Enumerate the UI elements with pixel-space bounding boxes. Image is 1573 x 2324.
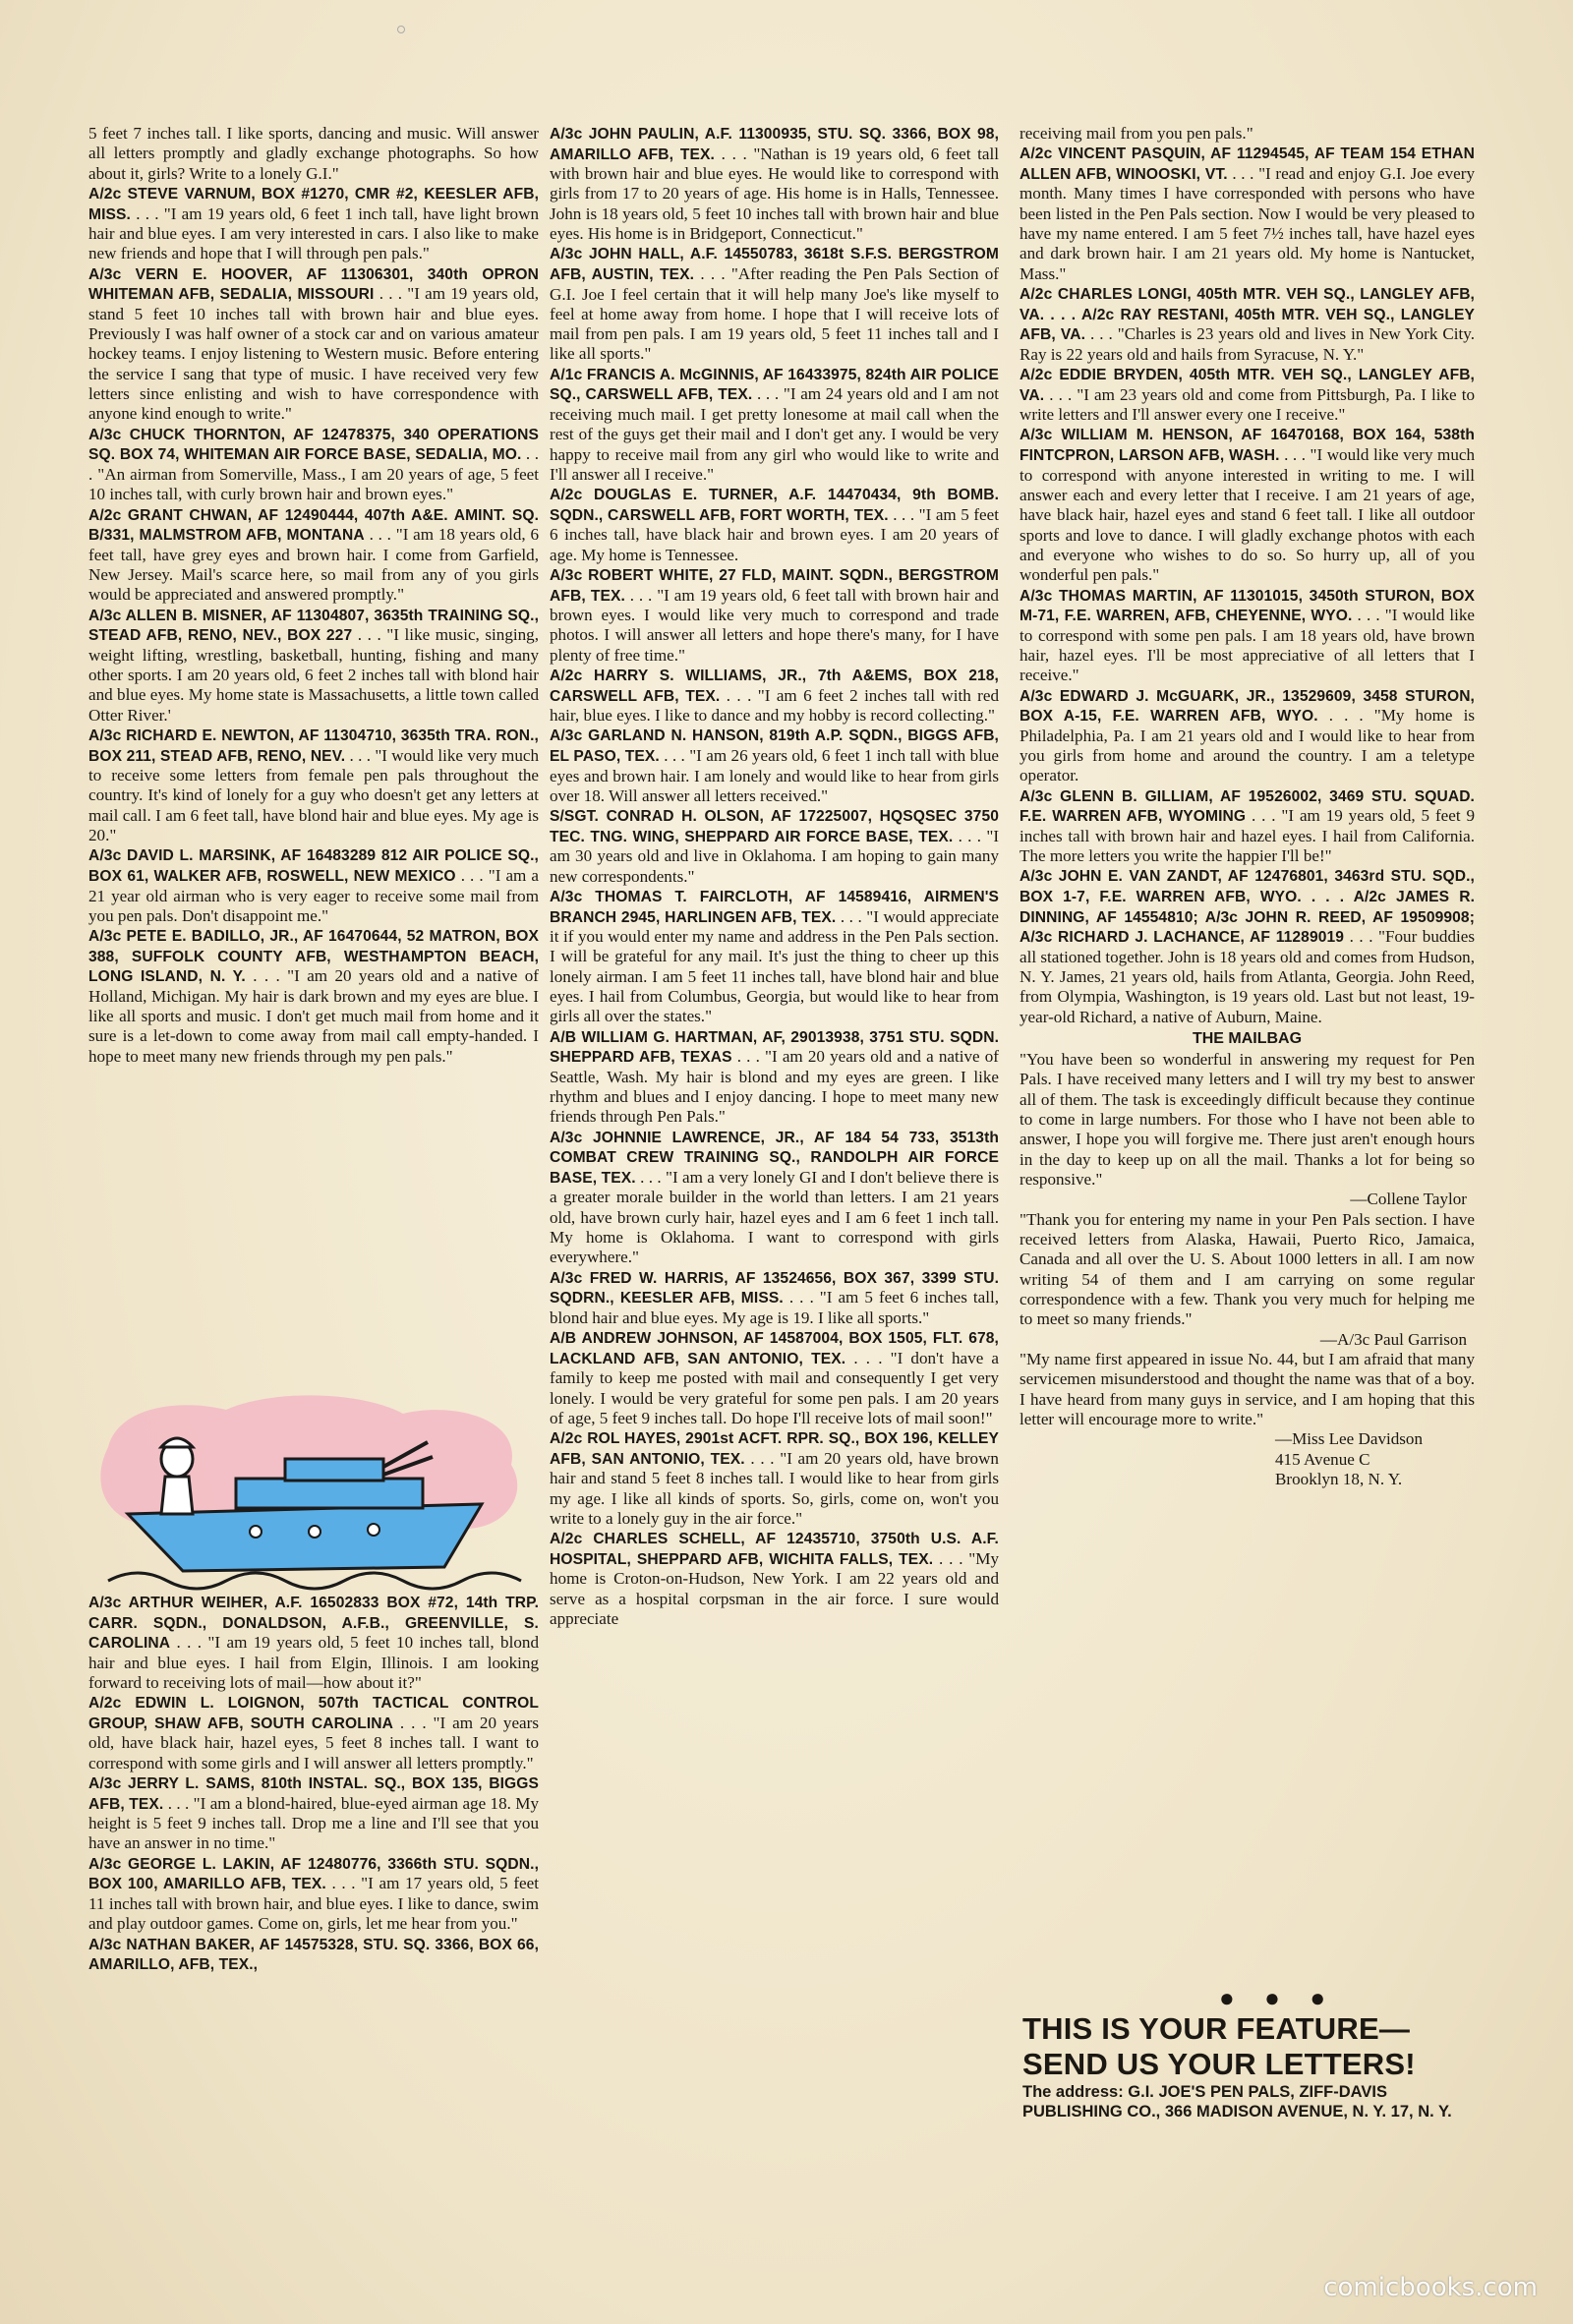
pen-pal-message: . . . "I am 5 feet 6 inches tall, blond hair and blue eyes. My age is 19. I like all sports." xyxy=(550,1288,999,1327)
pen-pal-name-address: A/3c ARTHUR WEIHER, A.F. 16502833 BOX #72, 14th TRP. CARR. SQDN., DONALDSON, A.F.B., GREENVILLE, S. CAROLINA xyxy=(88,1595,539,1653)
pen-pal-name-address: A/1c FRANCIS A. McGINNIS, AF 16433975, 824th AIR POLICE SQ., CARSWELL AFB, TEX. xyxy=(550,366,999,404)
pen-pal-entry xyxy=(550,1128,999,1268)
staple-hole xyxy=(397,26,405,33)
pen-pal-name-address: A/2c EDWIN L. LOIGNON, 507th TACTICAL CONTROL GROUP, SHAW AFB, SOUTH CAROLINA xyxy=(88,1695,539,1732)
pen-pal-entry xyxy=(550,666,999,726)
bullet-dots: ● ● ● xyxy=(1218,1984,1338,2012)
ship-cartoon-illustration xyxy=(88,1388,537,1593)
mailbag-signature: —A/3c Paul Garrison xyxy=(1319,1329,1467,1349)
pen-pal-message: . . . "I am 19 years old, 6 feet tall with brown hair and brown eyes. I would like very much to correspond and trade photos. I will answer all letters and hope there's many, for I have plenty of free time." xyxy=(550,585,999,665)
pen-pal-message: . . . "I am 17 years old, 5 feet 11 inches tall with brown hair, and blue eyes. I like to dance, swim and play outdoor games. Come on, girls, let me hear from you." xyxy=(88,1874,539,1934)
pen-pal-entry xyxy=(1020,425,1475,585)
pen-pal-entry xyxy=(1020,124,1475,144)
watermark: comicbooks.com xyxy=(1323,2273,1538,2302)
pen-pal-name-address: A/3c DAVID L. MARSINK, AF 16483289 812 AIR POLICE SQ., BOX 61, WALKER AFB, ROSWELL, NEW MEXICO xyxy=(88,847,539,885)
pen-pal-entry xyxy=(88,926,539,1067)
pen-pal-name-address: A/B ANDREW JOHNSON, AF 14587004, BOX 1505, FLT. 678, LACKLAND AFB, SAN ANTONIO, TEX. xyxy=(550,1330,999,1367)
pen-pal-name-address: A/2c DOUGLAS E. TURNER, A.F. 14470434, 9th BOMB. SQDN., CARSWELL AFB, FORT WORTH, TEX. xyxy=(550,487,999,524)
pen-pal-name-address: A/2c EDDIE BRYDEN, 405th MTR. VEH SQ., LANGLEY AFB, VA. xyxy=(1020,367,1475,404)
pen-pal-entry xyxy=(88,505,539,606)
feature-address: The address: G.I. JOE'S PEN PALS, ZIFF-DAVIS PUBLISHING CO., 366 MADISON AVENUE, N. Y. 17, N. Y. xyxy=(1022,2082,1452,2121)
pen-pal-message: . . . "I am 18 years old, 6 feet tall, have grey eyes and brown hair. I come from Garfield, New Jersey. Mail's scarce here, so mail from any of you girls would be appreciated and answered promptly." xyxy=(88,525,539,605)
mailbag-letter: "You have been so wonderful in answering my request for Pen Pals. I have received many letters and I will try my best to answer all of them. The task is exceedingly difficult because they continue to come in large numbers. For those who I have not been able to answer, I hope you will forgive me. There just aren't enough hours in the day to keep up on all the mail. Thanks a lot for being so responsive." xyxy=(1020,1049,1475,1189)
pen-pal-entry xyxy=(550,1268,999,1328)
pen-pal-message: . . . "An airman from Somerville, Mass., I am 20 years of age, 5 feet 10 inches tall, with curly brown hair and brown eyes." xyxy=(88,444,539,504)
pen-pal-message: . . . "I am 23 years old and come from Pittsburgh, Pa. I like to write letters and I'll answer every one I receive." xyxy=(1020,384,1475,425)
pen-pal-message: . . . "I am 20 years old and a native of Seattle, Wash. My hair is blond and my eyes are green. I like rhythm and blues and I enjoy dancing. I hope to meet many new friends through Pen Pals." xyxy=(550,1047,999,1127)
pen-pal-name-address: A/2c CHARLES LONGI, 405th MTR. VEH SQ., LANGLEY AFB, VA. . . . A/2c RAY RESTANI, 405th MTR. VEH SQ., LANGLEY AFB, VA. xyxy=(1020,286,1475,344)
pen-pal-name-address: A/3c ALLEN B. MISNER, AF 11304807, 3635th TRAINING SQ., STEAD AFB, RENO, NEV., BOX 227 xyxy=(88,607,539,645)
pen-pal-entry xyxy=(1020,144,1475,284)
pen-pal-message: . . . "My home is Philadelphia, Pa. I am 21 years old and I would like to hear from you girls from home and around the country. I am a teletype operator. xyxy=(1020,706,1475,785)
pen-pal-name-address: A/3c RICHARD E. NEWTON, AF 11304710, 3635th TRA. RON., BOX 211, STEAD AFB, RENO, NEV. xyxy=(88,727,539,765)
mailbag-letter: "My name first appeared in issue No. 44, but I am afraid that many servicemen misunderstood and thought the name was that of a boy. I have heard from many guys in service, and I am hoping that this letter will encourage more to write." xyxy=(1020,1349,1475,1428)
mailbag-title: THE MAILBAG xyxy=(1192,1029,1303,1047)
pen-pal-message: . . . "I would like to correspond with some pen pals. I am 18 years old, have brown hair, hazel eyes. I'll be most appreciative of all letters that I receive." xyxy=(1020,606,1475,685)
pen-pal-name-address: A/B WILLIAM G. HARTMAN, AF, 29013938, 3751 STU. SQDN. SHEPPARD AFB, TEXAS xyxy=(550,1028,999,1067)
mailbag-signature: —Collene Taylor xyxy=(1350,1190,1467,1209)
pen-pal-entry xyxy=(88,1593,539,1693)
pen-pal-name-address: A/3c GEORGE L. LAKIN, AF 12480776, 3366th STU. SQDN., BOX 100, AMARILLO AFB, TEX. xyxy=(88,1855,539,1893)
pen-pal-name-address: A/3c FRED W. HARRIS, AF 13524656, BOX 367, 3399 STU. SQDRN., KEESLER AFB, MISS. xyxy=(550,1269,999,1307)
pen-pal-name-address: A/2c VINCENT PASQUIN, AF 11294545, AF TEAM 154 ETHAN ALLEN AFB, WINOOSKI, VT. xyxy=(1020,145,1475,183)
pen-pal-name-address: A/3c PETE E. BADILLO, JR., AF 16470644, 52 MATRON, BOX 388, SUFFOLK COUNTY AFB, WESTHAMPTON BEACH, LONG ISLAND, N. Y. xyxy=(88,928,539,986)
pen-pal-name-address: A/2c ROL HAYES, 2901st ACFT. RPR. SQ., BOX 196, KELLEY AFB, SAN ANTONIO, TEX. xyxy=(550,1430,999,1468)
pen-pal-entry xyxy=(550,124,999,244)
pen-pal-entry xyxy=(88,1935,539,1975)
pen-pal-message: . . . "I like music, singing, weight lifting, wrestling, basketball, hunting, fishing and many other sports. I am 20 years old, 6 feet 2 inches tall with blond hair and blue eyes. My home state is Massachusetts, a little town called Otter River.' xyxy=(88,625,539,725)
pen-pal-message: . . . "I am 19 years old, 5 feet 10 inches tall, blond hair and blue eyes. I hail from Elgin, Illinois. I am looking forward to receiving lots of mail—how about it?" xyxy=(88,1633,539,1692)
pen-pal-entry xyxy=(550,1428,999,1529)
mailbag-signature: —Miss Lee Davidson xyxy=(1275,1429,1424,1449)
pen-pal-name-address: A/3c THOMAS MARTIN, AF 11301015, 3450th STURON, BOX M-71, F.E. WARREN, AFB, CHEYENNE, WYO. xyxy=(1020,587,1475,625)
feature-callout xyxy=(1022,1986,1475,2122)
pen-pal-name-address: A/3c JOHN E. VAN ZANDT, AF 12476801, 3463rd STU. SQD., BOX 1-7, F.E. WARREN AFB, WYO. . . . A/2c JAMES R. DINNING, AF 14554810; A/3c JOHN R. REED, AF 19509908; A/3c RICHARD J. LACHANCE, AF 11289019 xyxy=(1020,868,1475,947)
pen-pal-message: . . . "I am 24 years old and I am not receiving much mail. I get pretty lonesome at mail call when the rest of the guys get their mail and I don't get any. I would be very happy to receive mail from any girl who would like to write and I'll answer all I receive." xyxy=(550,384,999,484)
pen-pal-entry xyxy=(550,485,999,565)
pen-pal-message: receiving mail from you pen pals." xyxy=(1020,124,1253,143)
pen-pal-message: . . . "I am a very lonely GI and I don't believe there is a greater morale builder in the world than letters. I am 21 years old, have brown curly hair, hazel eyes and I am 6 feet 1 inch tall. My home is Oklahoma. I want to correspond with girls everywhere." xyxy=(550,1167,999,1267)
pen-pal-message: . . . "Nathan is 19 years old, 6 feet tall with brown hair and blue eyes. He would like to correspond with girls from 17 to 20 years of age. His home is in Halls, Tennessee. John is 18 years old, 5 feet 10 inches tall with brown hair and blue eyes. His home is in Bridgeport, Connecticut." xyxy=(550,144,999,244)
pen-pal-name-address: A/3c JOHN PAULIN, A.F. 11300935, STU. SQ. 3366, BOX 98, AMARILLO AFB, TEX. xyxy=(550,126,999,163)
pen-pal-entry xyxy=(550,565,999,666)
pen-pal-entry xyxy=(88,845,539,926)
mailbag-signature: 415 Avenue C xyxy=(1275,1449,1370,1469)
pen-pal-name-address: A/3c VERN E. HOOVER, AF 11306301, 340th OPRON WHITEMAN AFB, SEDALIA, MISSOURI xyxy=(88,265,539,304)
pen-pal-entry xyxy=(88,124,539,184)
column-2 xyxy=(550,124,999,2188)
pen-pal-message: . . . "I would appreciate it if you would enter my name and address in the Pen Pals section. I will be grateful for any mail. It's just the thing to cheer up this lonely airman. I am 5 feet 11 inches tall, have blond hair and blue eyes. I hail from Columbus, Georgia, but would like to hear from girls all over the states." xyxy=(550,906,999,1026)
column-1-continued xyxy=(88,1593,539,2173)
pen-pal-message: . . . "I am a 21 year old airman who is very eager to receive some mail from you pen pals. Don't disappoint me." xyxy=(88,865,539,925)
pen-pal-name-address: A/3c ROBERT WHITE, 27 FLD, MAINT. SQDN., BERGSTROM AFB, TEX. xyxy=(550,566,999,605)
pen-pal-entry xyxy=(88,726,539,845)
pen-pal-message: . . . "I am 20 years old and a native of Holland, Michigan. My hair is dark brown and my eyes are blue. I like all sports and music. I don't get much mail from home and it sure is a let-down to come away from mail call empty-handed. I hope to meet many new friends through my pen pals." xyxy=(88,966,539,1066)
pen-pal-name-address: A/3c THOMAS T. FAIRCLOTH, AF 14589416, AIRMEN'S BRANCH 2945, HARLINGEN AFB, TEX. xyxy=(550,888,999,926)
pen-pal-message: . . . "My home is Croton-on-Hudson, New York. I am 22 years old and serve as a hospital corpsman in the air force. I sure would appreciate xyxy=(550,1548,999,1629)
pen-pal-message: . . . "I am 5 feet 6 inches tall, have black hair and brown eyes. I am 20 years of age. My home is Tennessee. xyxy=(550,504,999,564)
pen-pal-entry xyxy=(1020,786,1475,867)
pen-pal-message: . . . "I would like very much to receive some letters from female pen pals throughout the country. It's kind of lonely for a guy who doesn't get any letters at mail call. I am 6 feet tall, have blond hair and blue eyes. My age is 20." xyxy=(88,745,539,845)
pen-pal-entry xyxy=(88,425,539,505)
pen-pal-message: . . . "I am 26 years old, 6 feet 1 inch tall with blue eyes and brown hair. I am lonely and would like to hear from girls over 18. Will answer all letters received." xyxy=(550,746,999,805)
pen-pal-entry xyxy=(88,1854,539,1935)
pen-pal-entry xyxy=(1020,586,1475,686)
pen-pal-message: 5 feet 7 inches tall. I like sports, dancing and music. Will answer all letters promptly and gladly exchange photographs. So how about it, girls? Write to a lonely G.I." xyxy=(88,124,539,183)
feature-headline-2: SEND US YOUR LETTERS! xyxy=(1022,2046,1416,2081)
pen-pal-name-address: A/3c WILLIAM M. HENSON, AF 16470168, BOX 164, 538th FINTCPRON, LARSON AFB, WASH. xyxy=(1020,427,1475,464)
pen-pal-message: . . . "I am a blond-haired, blue-eyed airman age 18. My height is 5 feet 9 inches tall. Drop me a line and I'll see that you have an answer in no time." xyxy=(88,1793,539,1853)
pen-pal-message: . . . "I am 19 years old, 6 feet 1 inch tall, have light brown hair and blue eyes. I am very interested in cars. I also like to make new friends and hope that I will through pen pals." xyxy=(88,203,539,263)
pen-pal-message: . . . "I am 19 years old, stand 5 feet 10 inches tall with brown hair and blue eyes. Previously I was half owner of a stock car and on various amateur hockey teams. I enjoy listening to Western music. Before entering the service I sang that type of music. I have received very few letters since enlisting and wish to have correspondence with anyone kind enough to write." xyxy=(88,284,539,424)
feature-headline-1: THIS IS YOUR FEATURE— xyxy=(1022,2011,1411,2046)
pen-pal-name-address: A/2c GRANT CHWAN, AF 12490444, 407th A&E. AMINT. SQ. B/331, MALMSTROM AFB, MONTANA xyxy=(88,506,539,545)
pen-pal-message: . . . "I am 20 years old, have black hair, hazel eyes, 5 feet 8 inches tall. I want to correspond with some girls and I will answer all letters promptly." xyxy=(88,1713,539,1772)
pen-pal-message: . . . "I am 19 years old, 5 feet 9 inches tall with brown hair and hazel eyes. I hail from California. The more letters you write the happier I'll be!" xyxy=(1020,806,1475,866)
pen-pal-message: . . . "I am 30 years old and live in Oklahoma. I am hoping to gain many new correspondents." xyxy=(550,826,999,886)
pen-pal-name-address: S/SGT. CONRAD H. OLSON, AF 17225007, HQSQSEC 3750 TEC. TNG. WING, SHEPPARD AIR FORCE BASE, TEX. xyxy=(550,808,999,845)
pen-pal-message: . . . "I read and enjoy G.I. Joe every month. Many times I have corresponded with persons who have been listed in the Pen Pals section. Now I would be very pleased to have my name entered. I am 5 feet 7½ inches tall, have hazel eyes and dark brown hair. I am 21 years old. My home is Nantucket, Mass." xyxy=(1020,163,1475,283)
column-1 xyxy=(88,124,539,1136)
pen-pal-entry xyxy=(88,184,539,264)
pen-pal-entry xyxy=(550,244,999,364)
pen-pal-entry xyxy=(88,1773,539,1854)
pen-pal-message: . . . "I would like very much to correspond with anyone interested in writing to me. I will answer each and every letter that I receive. I am 21 years of age, have black hair, hazel eyes and stand 6 feet tall. I like all outdoor sports and love to dance. I will gladly exchange photos with each and everyone who wishes to do so. So hurry up, all of you wonderful pen pals." xyxy=(1020,445,1475,585)
mailbag-letter: "Thank you for entering my name in your Pen Pals section. I have received letters from Alaska, Hawaii, Puerto Rico, Jamaica, Canada and all over the U. S. About 1000 letters in all. I am now writing 54 of them and I am carrying on some regular correspondence with a few. Thank you very much for helping me to meet so many friends." xyxy=(1020,1209,1475,1329)
pen-pal-name-address: A/2c CHARLES SCHELL, AF 12435710, 3750th U.S. A.F. HOSPITAL, SHEPPARD AFB, WICHITA FALLS, TEX. xyxy=(550,1531,999,1568)
pen-pal-entry xyxy=(88,264,539,425)
pen-pal-entry xyxy=(550,887,999,1027)
pen-pal-name-address: A/2c HARRY S. WILLIAMS, JR., 7th A&EMS, BOX 218, CARSWELL AFB, TEX. xyxy=(550,668,999,705)
pen-pal-message: . . . "I am 6 feet 2 inches tall with red hair, blue eyes. I like to dance and my hobby is record collecting." xyxy=(550,685,999,726)
mailbag-letters xyxy=(1020,1050,1475,1489)
pen-pal-entry xyxy=(550,726,999,806)
pen-pal-entry xyxy=(1020,365,1475,425)
pen-pal-entry xyxy=(550,1027,999,1128)
pen-pal-name-address: A/3c JERRY L. SAMS, 810th INSTAL. SQ., BOX 135, BIGGS AFB, TEX. xyxy=(88,1775,539,1813)
pen-pal-entry xyxy=(1020,284,1475,365)
pen-pal-name-address: A/3c EDWARD J. McGUARK, JR., 13529609, 3458 STURON, BOX A-15, F.E. WARREN AFB, WYO. xyxy=(1020,687,1475,726)
pen-pal-name-address: A/3c JOHN HALL, A.F. 14550783, 3618t S.F.S. BERGSTROM AFB, AUSTIN, TEX. xyxy=(550,246,999,283)
pen-pal-entry xyxy=(1020,866,1475,1027)
pen-pal-entry xyxy=(1020,686,1475,786)
pen-pal-entry xyxy=(550,365,999,485)
pen-pal-message: . . . "Charles is 23 years old and lives in New York City. Ray is 22 years old and hails from Syracuse, N. Y." xyxy=(1020,324,1475,364)
pen-pal-name-address: A/2c STEVE VARNUM, BOX #1270, CMR #2, KEESLER AFB, MISS. xyxy=(88,185,539,223)
pen-pal-name-address: A/3c NATHAN BAKER, AF 14575328, STU. SQ. 3366, BOX 66, AMARILLO, AFB, TEX., xyxy=(88,1936,539,1974)
pen-pal-entry xyxy=(88,606,539,726)
pen-pal-name-address: A/3c GLENN B. GILLIAM, AF 19526002, 3469 STU. SQUAD. F.E. WARREN AFB, WYOMING xyxy=(1020,787,1475,826)
pen-pal-entry xyxy=(550,1328,999,1428)
pen-pal-name-address: A/3c GARLAND N. HANSON, 819th A.P. SQDN., BIGGS AFB, EL PASO, TEX. xyxy=(550,727,999,766)
pen-pal-message: . . . "I am 20 years old, have brown hair and stand 5 feet 8 inches tall. I would like to hear from girls my age. I like all kinds of sports. So, girls, come on, won't you write to a lonely guy in the air force." xyxy=(550,1448,999,1528)
pen-pal-entry xyxy=(88,1693,539,1773)
pen-pal-entry xyxy=(550,806,999,887)
pen-pal-message: . . . "I don't have a family to keep me posted with mail and consequently I get very lonely. I would be very grateful for some pen pals. I am 20 years of age, 5 feet 9 inches tall. Do hope I'll receive lots of mail soon!" xyxy=(550,1348,999,1427)
pen-pal-entry xyxy=(550,1529,999,1629)
pen-pal-name-address: A/3c JOHNNIE LAWRENCE, JR., AF 184 54 733, 3513th COMBAT CREW TRAINING SQ., RANDOLPH AIR FORCE BASE, TEX. xyxy=(550,1129,999,1187)
mailbag-signature: Brooklyn 18, N. Y. xyxy=(1275,1469,1403,1488)
column-3-pen-pals xyxy=(1020,124,1475,1027)
pen-pal-message: . . . "After reading the Pen Pals Section of G.I. Joe I feel certain that it will help many Joe's like myself to feel at home away from home. I hope that I will receive lots of mail from pen pals. I am 19 years old, 5 feet 11 inches tall and I like all sports." xyxy=(550,263,999,364)
column-3 xyxy=(1020,124,1475,2051)
pen-pal-message: . . . "Four buddies all stationed together. John is 18 years old and comes from Hudson, N. Y. James, 21 years old, hails from Atlanta, Georgia. John Reed, from Olympia, Washington, is 19 years old. Last but not least, 19-year-old Richard, a native of Auburn, Maine. xyxy=(1020,927,1475,1026)
pen-pal-name-address: A/3c CHUCK THORNTON, AF 12478375, 340 OPERATIONS SQ. BOX 74, WHITEMAN AIR FORCE BASE, SEDALIA, MO. xyxy=(88,426,539,464)
